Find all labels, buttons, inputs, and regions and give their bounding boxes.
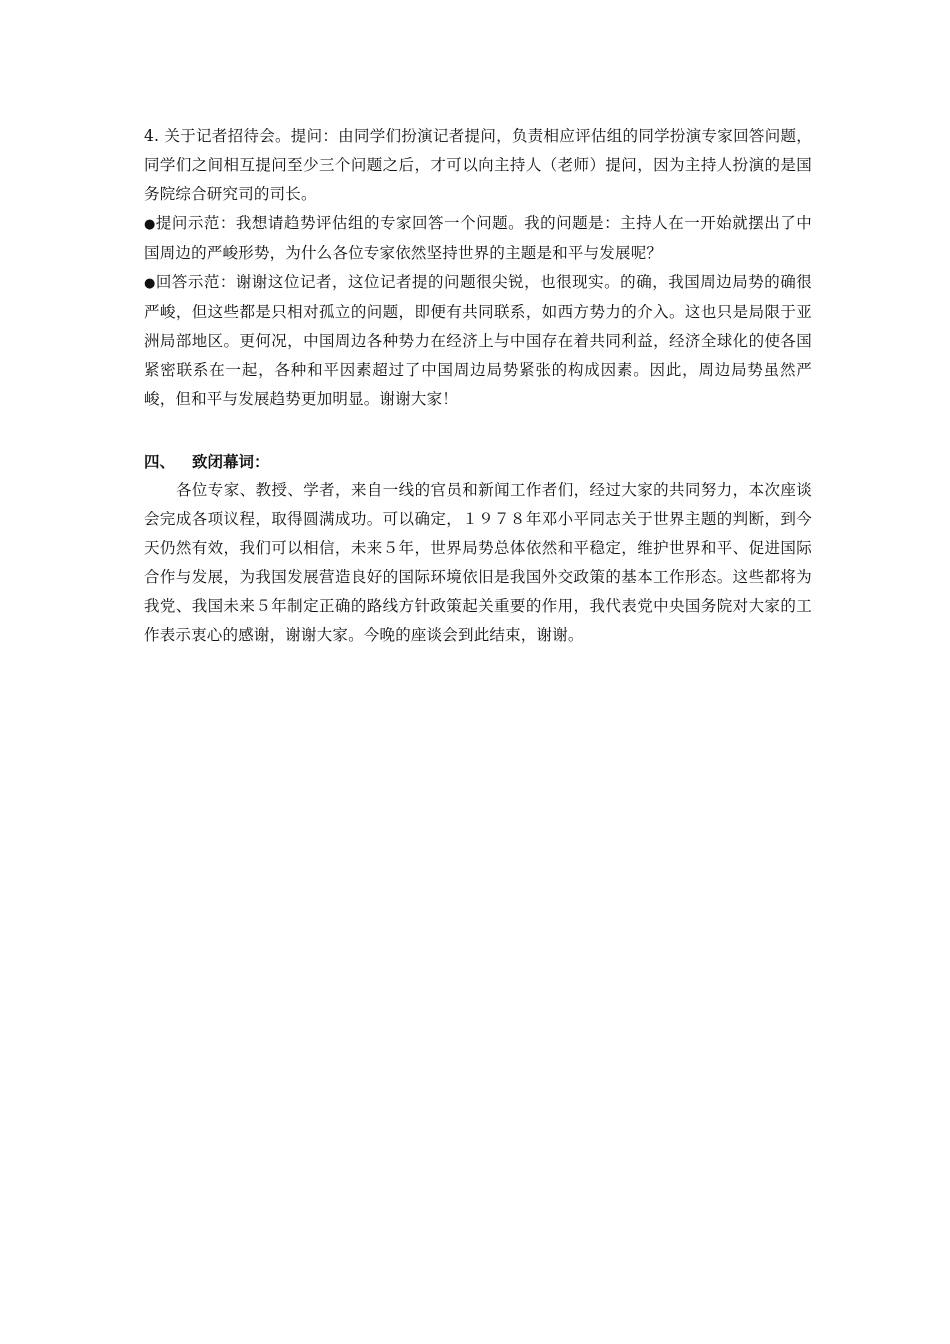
answer-example [144, 268, 812, 414]
bullet-icon: ● [144, 276, 156, 291]
answer-example-text: 回答示范：谢谢这位记者，这位记者提的问题很尖锐，也很现实。的确，我国周边局势的确很严峻，但这些都是只相对孤立的问题，即便有共同联系，如西方势力的介入。这也只是局限于亚洲局部地区。更何况，中国周边各种势力在经济上与中国存在着共同利益，经济全球化的使各国紧密联系在一起，各种和平因素超过了中国周边局势紧张的构成因素。因此，周边局势虽然严峻，但和平与发展趋势更加明显。谢谢大家！ [144, 273, 813, 408]
document-page [144, 122, 812, 650]
bullet-icon: ● [144, 217, 156, 232]
question-example-text: 提问示范：我想请趋势评估组的专家回答一个问题。我的问题是：主持人在一开始就摆出了中国周边的严峻形势，为什么各位专家依然坚持世界的主题是和平与发展呢？ [144, 214, 813, 262]
question-example [144, 209, 812, 268]
closing-heading-number: 四、 [144, 452, 176, 471]
closing-heading-title: 致闭幕词： [192, 452, 270, 471]
press-conference-intro: 4. 关于记者招待会。提问：由同学们扮演记者提问，负责相应评估组的同学扮演专家回答问题，同学们之间相互提问至少三个问题之后，才可以向主持人（老师）提问，因为主持人扮演的是国务院综合研究司的司长。 [144, 127, 812, 203]
closing-body: 各位专家、教授、学者，来自一线的官员和新闻工作者们，经过大家的共同努力，本次座谈会完成各项议程，取得圆满成功。可以确定，１９７８年邓小平同志关于世界主题的判断，到今天仍然有效，我们可以相信，未来５年，世界局势总体依然和平稳定，维护世界和平、促进国际合作与发展，为我国发展营造良好的国际环境依旧是我国外交政策的基本工作形态。这些都将为我党、我国未来５年制定正确的路线方针政策起关重要的作用，我代表党中央国务院对大家的工作表示衷心的感谢，谢谢大家。今晚的座谈会到此结束，谢谢。 [144, 481, 812, 644]
closing-heading [144, 447, 812, 476]
